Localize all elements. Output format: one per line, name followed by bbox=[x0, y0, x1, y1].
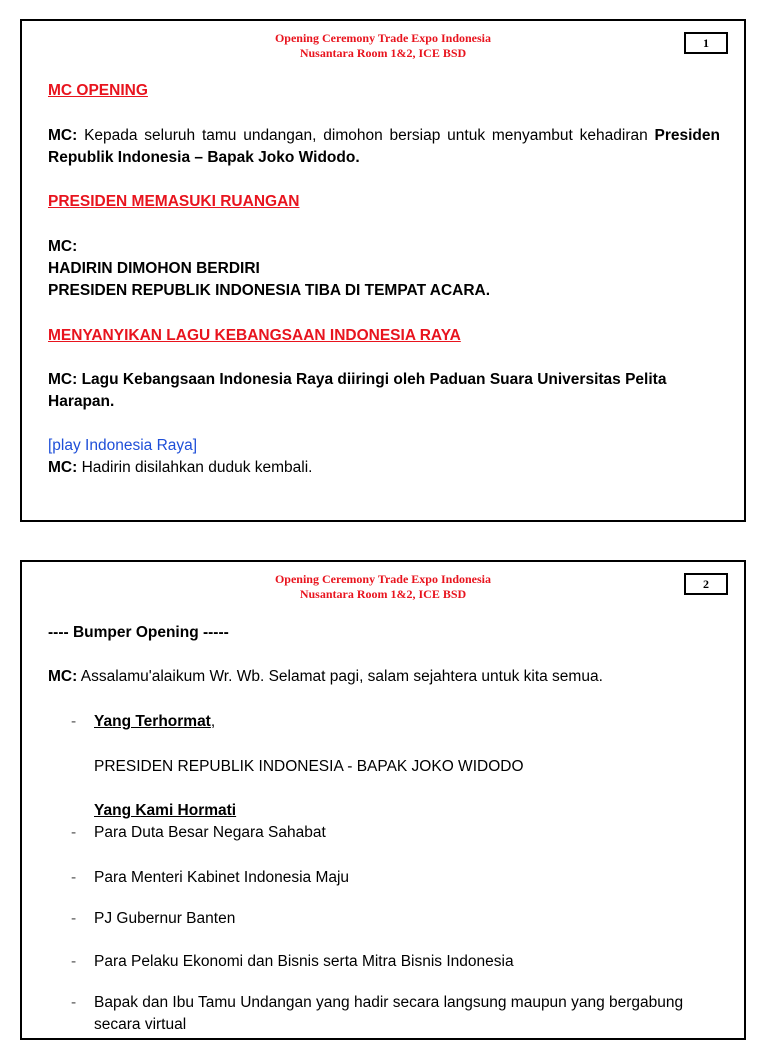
paragraph-stand bbox=[48, 236, 720, 302]
terhormat-label: Yang Terhormat bbox=[94, 713, 211, 730]
header-event-title: Opening Ceremony Trade Expo Indonesia bbox=[274, 572, 492, 586]
list-item: PJ Gubernur Banten bbox=[94, 910, 236, 927]
list-item: Bapak dan Ibu Tamu Undangan yang hadir secara langsung maupun yang bergabung secara virtual bbox=[94, 994, 684, 1033]
section-mc-opening: MC OPENING bbox=[48, 82, 148, 99]
header-venue: Nusantara Room 1&2, ICE BSD bbox=[299, 587, 467, 601]
script-page-1 bbox=[20, 19, 746, 522]
sit-text: Hadirin disilahkan duduk kembali. bbox=[77, 459, 313, 476]
welcome-text: Kepada seluruh tamu undangan, dimohon bersiap untuk menyambut kehadiran bbox=[77, 127, 655, 144]
script-page-2 bbox=[20, 560, 746, 1040]
page-header bbox=[22, 572, 744, 602]
mc-label: MC: bbox=[48, 238, 78, 255]
president-arrives: PRESIDEN REPUBLIK INDONESIA TIBA DI TEMPAT ACARA. bbox=[48, 282, 491, 299]
page-number-box: 1 bbox=[684, 32, 728, 54]
play-note: [play Indonesia Raya] bbox=[48, 437, 198, 454]
list-dash: - bbox=[71, 994, 77, 1011]
page-number-box: 2 bbox=[684, 573, 728, 595]
header-venue: Nusantara Room 1&2, ICE BSD bbox=[299, 46, 467, 60]
list-dash: - bbox=[71, 953, 77, 970]
paragraph-welcome bbox=[48, 125, 720, 169]
section-national-anthem: MENYANYIKAN LAGU KEBANGSAAN INDONESIA RAYA bbox=[48, 327, 461, 344]
yang-terhormat bbox=[94, 711, 720, 733]
list-dash: - bbox=[71, 824, 77, 841]
paragraph-sit bbox=[48, 457, 720, 479]
list-item: Para Duta Besar Negara Sahabat bbox=[94, 824, 326, 841]
president-name: PRESIDEN REPUBLIK INDONESIA - BAPAK JOKO WIDODO bbox=[94, 758, 524, 775]
bumper-opening: ---- Bumper Opening ----- bbox=[48, 624, 229, 641]
list-item: Para Menteri Kabinet Indonesia Maju bbox=[94, 869, 350, 886]
paragraph-greeting bbox=[48, 666, 720, 688]
list-dash: - bbox=[71, 713, 77, 730]
list-item: Para Pelaku Ekonomi dan Bisnis serta Mitra Bisnis Indonesia bbox=[94, 953, 514, 970]
terhormat-comma: , bbox=[210, 713, 216, 730]
mc-label: MC: bbox=[48, 668, 78, 685]
header-event-title: Opening Ceremony Trade Expo Indonesia bbox=[274, 31, 492, 45]
mc-label: MC: bbox=[48, 459, 78, 476]
greeting-text: Assalamu'alaikum Wr. Wb. Selamat pagi, salam sejahtera untuk kita semua. bbox=[77, 668, 603, 685]
list-dash: - bbox=[71, 869, 77, 886]
yang-kami-hormati: Yang Kami Hormati bbox=[94, 802, 237, 819]
mc-label: MC: bbox=[48, 127, 78, 144]
list-dash: - bbox=[71, 910, 77, 927]
welcome-president: Presiden Republik Indonesia – Bapak Joko Widodo. bbox=[48, 127, 720, 166]
page-header bbox=[22, 31, 744, 61]
section-president-enters: PRESIDEN MEMASUKI RUANGAN bbox=[48, 193, 300, 210]
stand-instruction: HADIRIN DIMOHON BERDIRI bbox=[48, 260, 260, 277]
paragraph-anthem: MC: Lagu Kebangsaan Indonesia Raya diiringi oleh Paduan Suara Universitas Pelita Harapan. bbox=[48, 371, 667, 410]
